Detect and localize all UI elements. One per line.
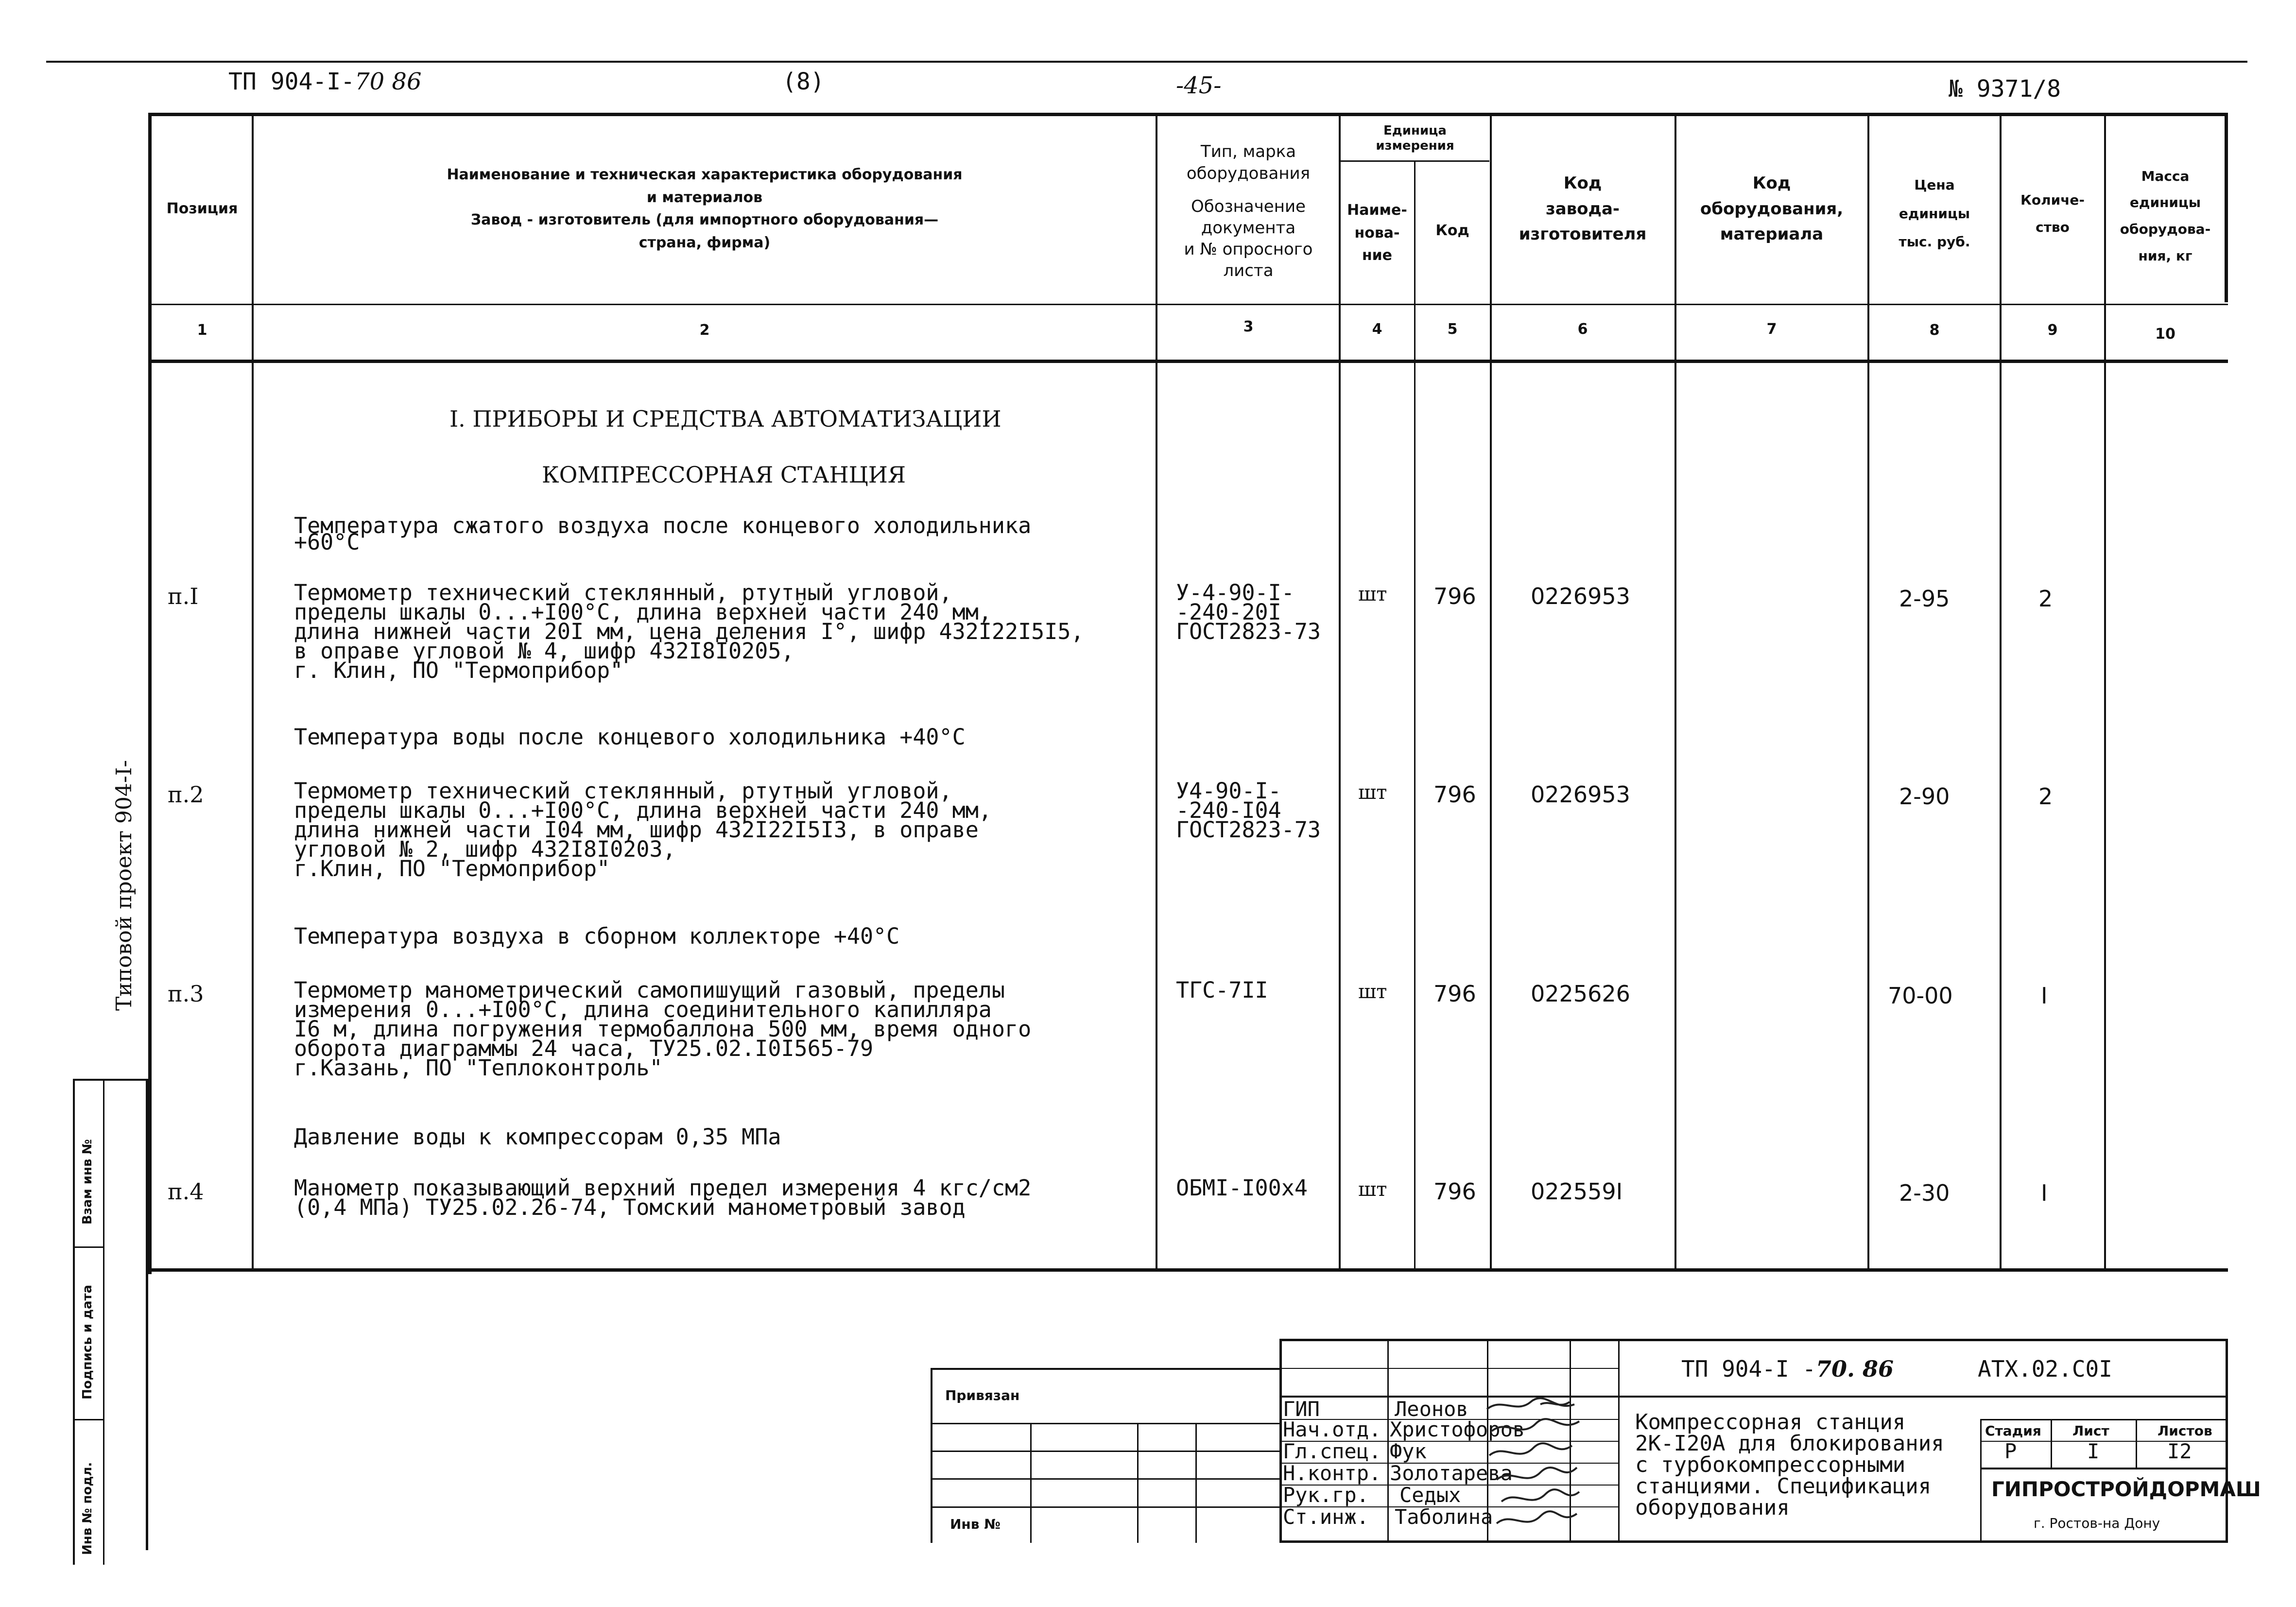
header-unit-group: [1342, 119, 1488, 158]
person-name: Леонов: [1395, 1397, 1468, 1421]
sheet-label: Лист: [2072, 1423, 2109, 1439]
role-label: Рук.гр.: [1283, 1483, 1369, 1507]
header-unit-name-line: нова-: [1354, 224, 1400, 242]
role-label: Ст.инж.: [1283, 1505, 1369, 1529]
position-cell: п.3: [168, 981, 204, 1007]
header-maker-code-line: завода-: [1545, 199, 1620, 219]
unit-name-cell: шт: [1358, 1178, 1387, 1201]
project-code-prefix: ТП 904-I-: [228, 68, 355, 95]
header-unit-group-line: Единица: [1383, 123, 1447, 138]
column-number: 7: [1766, 321, 1777, 338]
column-number: 6: [1577, 321, 1588, 338]
doc-code-handwritten: 70. 86: [1815, 1356, 1894, 1382]
drawing-description: Компрессорная станция 2К-I20А для блокирования с турбокомпрессорными станциями. Спецификация оборудования: [1635, 1410, 1944, 1520]
header-mass-line: Масса: [2141, 168, 2190, 184]
column-number: 4: [1372, 321, 1382, 338]
stage-value: Р: [2004, 1439, 2017, 1463]
column-number: 10: [2155, 326, 2175, 343]
header-unit-code-label: Код: [1435, 222, 1469, 239]
header-type-line: и № опросного: [1184, 240, 1313, 259]
header-unit-name-line: ние: [1362, 247, 1393, 264]
header-quantity: [2002, 185, 2103, 243]
side-signature-date: Подпись и дата: [80, 1284, 95, 1400]
role-label: ГИП: [1283, 1397, 1320, 1421]
page-header: [228, 68, 422, 95]
group-heading: Температура сжатого воздуха после концевого холодильника +60°C: [294, 513, 1032, 555]
maker-code-cell: 0226953: [1531, 781, 1630, 808]
header-mass-line: оборудова-: [2120, 221, 2211, 237]
header-maker-code-line: изготовителя: [1519, 225, 1647, 244]
group-heading: Температура воды после концевого холодильника +40°C: [294, 724, 966, 750]
type-cell: У-4-90-I- -240-20I ГОСТ2823-73: [1176, 580, 1321, 644]
unit-code-cell: 796: [1433, 981, 1476, 1007]
quantity-cell: I: [2041, 983, 2048, 1009]
attached-label: Привязан: [945, 1387, 1020, 1403]
header-name-line: Завод - изготовитель (для импортного оборудования—: [470, 211, 939, 228]
doc-code-prefix: ТП 904-I -: [1681, 1356, 1816, 1382]
person-name: Христофоров: [1390, 1417, 1525, 1441]
unit-name-cell: шт: [1358, 583, 1387, 605]
subsection-title: КОМПРЕССОРНАЯ СТАНЦИЯ: [542, 462, 906, 488]
maker-code-cell: 022559I: [1531, 1178, 1623, 1205]
project-code-handwritten: 70 86: [355, 68, 422, 95]
header-price-line: Цена: [1914, 176, 1955, 193]
description-cell: Термометр технический стеклянный, ртутный угловой, пределы шкалы 0...+I00°C, длина верхней части 240 мм, длина нижней части I04 мм, шифр 432I22I5I3, в оправе угловой № 2, шифр 432I8I0203, г.Клин, ПО "Термоприбор": [294, 778, 992, 881]
header-price-line: единицы: [1899, 205, 1970, 222]
description-cell: Манометр показывающий верхний предел измерения 4 кгс/см2 (0,4 МПа) ТУ25.02.26-74, Томский манометровый завод: [294, 1175, 1032, 1220]
price-cell: 70-00: [1888, 983, 1953, 1009]
group-heading: Температура воздуха в сборном коллекторе +40°C: [294, 923, 900, 949]
column-number: 2: [699, 322, 710, 339]
price-cell: 2-95: [1899, 586, 1950, 612]
header-name: [262, 141, 1147, 277]
description-cell: Термометр манометрический самопишущий газовый, пределы измерения 0...+I00°C, длина соединительного капилляра I6 м, длина погружения термобаллона 500 мм, время одного оборота диаграммы 24 часа, ТУ25.02.I0I565-79 г.Казань, ПО "Теплоконтроль": [294, 977, 1032, 1081]
header-position-label: Позиция: [166, 200, 238, 217]
header-position: [155, 192, 250, 226]
unit-name-cell: шт: [1358, 981, 1387, 1003]
header-quantity-line: Количе-: [2020, 192, 2085, 208]
quantity-cell: I: [2041, 1180, 2048, 1206]
header-unit-name-line: Наиме-: [1347, 202, 1407, 219]
sheets-label: Листов: [2158, 1423, 2212, 1439]
header-equipment-code-line: материала: [1720, 225, 1824, 244]
unit-code-cell: 796: [1433, 583, 1476, 609]
role-label: Н.контр.: [1283, 1461, 1381, 1485]
header-type-line: Обозначение: [1191, 196, 1306, 216]
sheet-code: (8): [782, 68, 825, 95]
header-name-line: Наименование и техническая характеристика оборудования: [447, 166, 963, 183]
person-name: Фук: [1390, 1439, 1427, 1463]
drawing-code: АТХ.02.С0I: [1978, 1356, 2112, 1382]
header-mass-line: единицы: [2129, 194, 2201, 211]
header-mass-line: ния, кг: [2138, 247, 2192, 264]
inv-number-label: Инв №: [950, 1516, 1001, 1532]
page-number: -45-: [1176, 72, 1222, 99]
description-cell: Термометр технический стеклянный, ртутный угловой, пределы шкалы 0...+I00°C, длина верхней части 240 мм, длина нижней части 20I мм, цена деления I°, шифр 432I22I5I5, в оправе угловой № 4, шифр 432I8I0205, г. Клин, ПО "Термоприбор": [294, 580, 1084, 683]
role-label: Гл.спец.: [1283, 1439, 1381, 1463]
column-number: 1: [197, 322, 207, 339]
group-heading: Давление воды к компрессорам 0,35 МПа: [294, 1124, 781, 1150]
document-number: № 9371/8: [1949, 75, 2061, 103]
header-price: [1871, 165, 1998, 262]
header-maker-code-line: Код: [1563, 173, 1602, 193]
signatures-handwritten: [1482, 1395, 1628, 1540]
quantity-cell: 2: [2038, 586, 2053, 612]
header-type-line: Тип, марка: [1200, 142, 1296, 162]
header-quantity-line: ство: [2036, 219, 2070, 235]
column-number: 9: [2047, 322, 2058, 339]
sheet-value: I: [2087, 1439, 2100, 1463]
header-equipment-code-line: оборудования,: [1700, 199, 1844, 219]
side-replacement-inv: Взам инв №: [80, 1139, 95, 1225]
maker-code-cell: 0226953: [1531, 583, 1630, 609]
header-price-line: тыс. руб.: [1899, 234, 1970, 250]
maker-code-cell: 0225626: [1531, 981, 1630, 1007]
position-cell: п.2: [168, 781, 204, 808]
header-type-line: документа: [1201, 218, 1296, 238]
type-cell: ТГС-7II: [1176, 977, 1268, 1003]
header-type-line: оборудования: [1186, 163, 1311, 183]
unit-name-cell: шт: [1358, 781, 1387, 804]
header-name-line: страна, фирма): [639, 234, 771, 251]
quantity-cell: 2: [2038, 783, 2053, 810]
section-title: I. ПРИБОРЫ И СРЕДСТВА АВТОМАТИЗАЦИИ: [449, 406, 1001, 432]
price-cell: 2-30: [1899, 1180, 1950, 1206]
column-number: 5: [1447, 321, 1458, 338]
stage-label: Стадия: [1985, 1423, 2041, 1439]
person-name: Седых: [1399, 1483, 1461, 1507]
sheets-value: I2: [2167, 1439, 2192, 1463]
column-number: 3: [1243, 318, 1254, 335]
header-type-line: листа: [1223, 261, 1274, 281]
unit-code-cell: 796: [1433, 781, 1476, 808]
organization-city: г. Ростов-на Дону: [2034, 1515, 2160, 1531]
header-unit-code: [1416, 214, 1489, 248]
organization-name: ГИПРОСТРОЙДОРМАШ: [1991, 1477, 2261, 1501]
position-cell: п.I: [168, 583, 199, 609]
type-cell: У4-90-I- -240-I04 ГОСТ2823-73: [1176, 778, 1321, 843]
header-type: [1159, 134, 1337, 289]
header-unit-name: [1341, 190, 1413, 277]
side-inv-original: Инв № подл.: [80, 1462, 95, 1555]
doc-code: [1681, 1356, 1894, 1382]
person-name: Таболина: [1395, 1505, 1493, 1529]
header-mass: [2107, 160, 2224, 272]
header-equipment-code: [1677, 160, 1866, 258]
header-unit-group-line: измерения: [1376, 138, 1454, 153]
header-name-line: и материалов: [646, 189, 763, 206]
side-project-label: Типовой проект 904-I-: [112, 760, 137, 1011]
type-cell: ОБМI-I00х4: [1176, 1175, 1308, 1201]
header-maker-code: [1493, 160, 1673, 258]
role-label: Нач.отд.: [1283, 1417, 1381, 1441]
header-equipment-code-line: Код: [1752, 173, 1791, 193]
unit-code-cell: 796: [1433, 1178, 1476, 1205]
position-cell: п.4: [168, 1178, 204, 1205]
column-number: 8: [1929, 322, 1940, 339]
price-cell: 2-90: [1899, 783, 1950, 810]
person-name: Золотарева: [1390, 1461, 1513, 1485]
